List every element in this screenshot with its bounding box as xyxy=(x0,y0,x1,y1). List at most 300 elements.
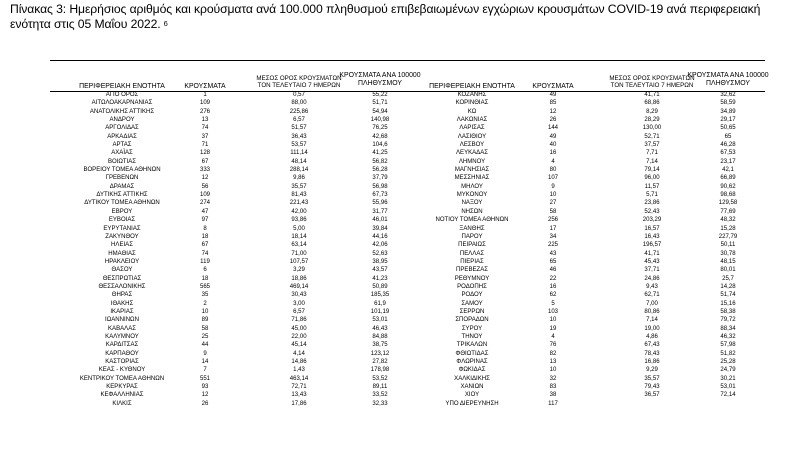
cell-per100k-left: 41,25 xyxy=(372,150,388,157)
cell-avg-left: 6,57 xyxy=(293,308,305,315)
cell-per100k-right: 77,69 xyxy=(720,208,736,215)
cell-per100k-left: 89,11 xyxy=(372,384,388,391)
cell-per100k-right: 34,89 xyxy=(720,108,736,115)
cell-avg-right: 203,29 xyxy=(642,217,662,224)
header-per100k-line2: ΠΛΗΘΥΣΜΟΥ xyxy=(705,80,751,87)
cell-per100k-right: 66,89 xyxy=(720,175,736,182)
cell-region-left: ΑΝΑΤΟΛΙΚΗΣ ΑΤΤΙΚΗΣ xyxy=(89,108,155,115)
cell-per100k-left: 67,73 xyxy=(372,192,388,199)
cell-region-left: ΙΩΑΝΝΙΝΩΝ xyxy=(105,317,139,324)
cell-region-left: ΒΟΡΕΙΟΥ ΤΟΜΕΑ ΑΘΗΝΩΝ xyxy=(83,167,161,174)
cell-region-left: ΑΙΤΩΛΟΑΚΑΡΝΑΝΙΑΣ xyxy=(91,100,153,107)
table-row xyxy=(50,141,765,149)
cell-avg-right: 41,71 xyxy=(644,92,660,98)
cell-cases-left: 35 xyxy=(201,292,209,299)
cell-avg-right: 16,86 xyxy=(644,359,660,365)
cell-cases-left: 1 xyxy=(203,92,207,98)
cell-cases-right: 58 xyxy=(549,208,557,215)
cell-region-right: ΝΗΣΩΝ xyxy=(461,208,483,215)
cell-cases-left: 9 xyxy=(203,350,207,357)
cell-cases-left: 71 xyxy=(201,142,209,149)
cell-region-left: ΚΑΒΑΛΑΣ xyxy=(108,325,136,332)
cell-region-left: ΑΡΓΟΛΙΔΑΣ xyxy=(105,125,139,132)
cell-per100k-right: 90,62 xyxy=(720,183,736,190)
cell-avg-left: 88,00 xyxy=(291,100,307,107)
cell-per100k-left: 38,95 xyxy=(372,258,388,265)
cell-per100k-right: 51,74 xyxy=(720,292,736,299)
cell-per100k-right: 46,32 xyxy=(720,333,736,340)
cell-avg-left: 42,00 xyxy=(291,208,307,215)
table-row xyxy=(50,366,765,374)
cell-avg-left: 3,29 xyxy=(293,267,305,274)
cell-avg-left: 5,00 xyxy=(293,225,305,232)
cell-avg-right: 7,14 xyxy=(646,158,658,165)
cell-avg-right: 7,71 xyxy=(646,150,658,157)
cell-region-left: ΗΜΑΘΙΑΣ xyxy=(108,250,136,257)
cell-region-left: ΚΑΡΔΙΤΣΑΣ xyxy=(105,342,139,349)
cell-avg-left: 288,14 xyxy=(289,167,309,174)
table-row xyxy=(50,383,765,391)
cell-cases-right: 34 xyxy=(549,233,557,240)
cell-avg-left: 30,43 xyxy=(291,292,307,299)
cell-cases-right: 10 xyxy=(549,192,557,199)
cell-region-right: ΛΑΣΙΘΙΟΥ xyxy=(457,133,487,140)
cell-cases-left: 14 xyxy=(201,359,209,365)
cell-region-left: ΚΑΡΠΑΘΟΥ xyxy=(105,350,139,357)
cell-cases-left: 333 xyxy=(199,167,211,174)
cell-region-right: ΧΑΝΙΩΝ xyxy=(460,384,484,391)
cell-cases-right: 16 xyxy=(549,150,557,157)
cell-per100k-right: 227,79 xyxy=(718,233,738,240)
table-body xyxy=(50,91,765,408)
cell-per100k-right: 53,01 xyxy=(720,384,736,391)
cell-cases-left: 8 xyxy=(203,225,207,232)
cell-region-right: ΦΛΩΡΙΝΑΣ xyxy=(456,359,488,365)
cell-avg-left: 1,43 xyxy=(293,367,305,374)
cell-cases-right: 27 xyxy=(549,200,557,207)
cell-region-right: ΚΟΖΑΝΗΣ xyxy=(457,92,487,98)
cell-cases-left: 109 xyxy=(199,192,211,199)
cell-cases-left: 276 xyxy=(199,108,211,115)
cell-avg-left: 53,57 xyxy=(291,142,307,149)
cell-cases-right: 49 xyxy=(549,92,557,98)
cell-region-left: ΚΕΑΣ - ΚΥΘΝΟΥ xyxy=(98,367,146,374)
cell-avg-right: 52,71 xyxy=(644,133,660,140)
cell-cases-left: 565 xyxy=(199,283,211,290)
cell-avg-left: 63,14 xyxy=(291,242,307,249)
cell-avg-right: 37,71 xyxy=(644,267,660,274)
cell-avg-right: 196,57 xyxy=(642,242,662,249)
cell-region-right: ΤΗΝΟΥ xyxy=(461,333,483,340)
cell-avg-left: 45,00 xyxy=(291,325,307,332)
cell-cases-left: 25 xyxy=(201,333,209,340)
cell-per100k-left: 42,68 xyxy=(372,133,388,140)
cell-region-left: ΚΑΛΥΜΝΟΥ xyxy=(105,333,139,340)
cell-region-right: ΛΕΥΚΑΔΑΣ xyxy=(456,150,488,157)
header-cases-right: ΚΡΟΥΣΜΑΤΑ xyxy=(532,83,574,90)
cell-region-left: ΚΕΝΤΡΙΚΟΥ ΤΟΜΕΑ ΑΘΗΝΩΝ xyxy=(79,375,165,382)
header-per100k-line2: ΠΛΗΘΥΣΜΟΥ xyxy=(357,80,403,87)
cell-per100k-left: 61,9 xyxy=(374,300,386,307)
cell-avg-right: 11,57 xyxy=(644,183,660,190)
cell-cases-right: 225 xyxy=(547,242,559,249)
header-avg-line1: ΜΕΣΟΣ ΟΡΟΣ ΚΡΟΥΣΜΑΤΩΝ xyxy=(256,75,342,82)
cell-cases-left: 56 xyxy=(201,183,209,190)
cell-cases-right: 46 xyxy=(549,267,557,274)
cell-region-left: ΑΧΑΪΑΣ xyxy=(111,150,133,157)
cell-region-right: ΜΥΚΟΝΟΥ xyxy=(456,192,488,199)
cell-region-right: ΧΙΟΥ xyxy=(464,392,480,399)
header-avg-left xyxy=(249,75,349,89)
cell-cases-left: 2 xyxy=(203,300,207,307)
cell-avg-left: 36,43 xyxy=(291,133,307,140)
cell-per100k-left: 55,96 xyxy=(372,200,388,207)
cell-region-left: ΕΒΡΟΥ xyxy=(111,208,133,215)
table-row xyxy=(50,316,765,324)
cell-cases-right: 4 xyxy=(551,158,555,165)
table-header xyxy=(50,70,769,91)
cell-per100k-left: 43,57 xyxy=(372,267,388,274)
cell-per100k-left: 56,28 xyxy=(372,167,388,174)
cell-cases-left: 67 xyxy=(201,158,209,165)
table-row xyxy=(50,133,765,141)
cell-per100k-left: 46,01 xyxy=(372,217,388,224)
cell-per100k-left: 37,79 xyxy=(372,175,388,182)
cell-cases-left: 26 xyxy=(201,400,209,407)
table-row xyxy=(50,199,765,207)
cell-per100k-right: 57,98 xyxy=(720,342,736,349)
cell-region-left: ΙΚΑΡΙΑΣ xyxy=(110,308,134,315)
cell-region-right: ΚΟΡΙΝΘΙΑΣ xyxy=(455,100,489,107)
cell-region-left: ΘΑΣΟΥ xyxy=(111,267,133,274)
cell-avg-left: 17,86 xyxy=(291,400,307,407)
header-avg-line1: ΜΕΣΟΣ ΟΡΟΣ ΚΡΟΥΣΜΑΤΩΝ xyxy=(609,75,695,82)
table-row xyxy=(50,350,765,358)
cell-cases-left: 7 xyxy=(203,367,207,374)
cell-avg-right: 9,43 xyxy=(646,283,658,290)
cell-avg-right: 19,00 xyxy=(644,325,660,332)
table-row xyxy=(50,258,765,266)
cell-cases-right: 10 xyxy=(549,317,557,324)
cell-avg-right: 9,29 xyxy=(646,367,658,374)
table-row xyxy=(50,300,765,308)
table-row xyxy=(50,158,765,166)
cell-avg-left: 221,43 xyxy=(289,200,309,207)
cell-per100k-right: 24,79 xyxy=(720,367,736,374)
header-per100k-right xyxy=(683,72,773,88)
cell-per100k-right: 58,38 xyxy=(720,308,736,315)
cell-cases-right: 38 xyxy=(549,392,557,399)
cell-cases-right: 19 xyxy=(549,325,557,332)
cell-avg-left: 111,14 xyxy=(290,150,308,157)
cell-cases-right: 144 xyxy=(547,125,559,132)
cell-per100k-left: 140,98 xyxy=(370,117,390,124)
cell-per100k-right: 15,28 xyxy=(720,225,736,232)
table-row xyxy=(50,241,765,249)
cell-avg-right: 36,57 xyxy=(644,392,660,399)
cell-region-left: ΕΥΡΥΤΑΝΙΑΣ xyxy=(103,225,141,232)
cell-cases-right: 256 xyxy=(547,217,559,224)
cell-avg-left: 469,14 xyxy=(289,283,309,290)
cell-region-right: ΡΟΔΟΠΗΣ xyxy=(457,283,487,290)
cell-region-right: ΠΑΡΟΥ xyxy=(461,233,483,240)
cell-region-right: ΜΕΣΣΗΝΙΑΣ xyxy=(454,175,490,182)
cell-region-left: ΗΛΕΙΑΣ xyxy=(111,242,133,249)
cell-avg-right: 28,29 xyxy=(644,117,660,124)
cell-region-left: ΗΡΑΚΛΕΙΟΥ xyxy=(104,258,140,265)
cell-per100k-left: 123,12 xyxy=(370,350,390,357)
cell-per100k-right: 30,21 xyxy=(720,375,736,382)
cell-per100k-right: 58,59 xyxy=(720,100,736,107)
cell-cases-right: 4 xyxy=(551,333,555,340)
cell-cases-left: 274 xyxy=(199,200,211,207)
header-region-left: ΠΕΡΙΦΕΡΕΙΑΚΗ ΕΝΟΤΗΤΑ xyxy=(79,83,165,90)
cell-per100k-right: 65 xyxy=(724,133,732,140)
cell-avg-right: 24,86 xyxy=(644,275,660,282)
cell-avg-left: 18,14 xyxy=(291,233,307,240)
cell-region-right: ΣΠΟΡΑΔΩΝ xyxy=(455,317,489,324)
cell-region-left: ΑΡΤΑΣ xyxy=(112,142,132,149)
cell-avg-left: 72,71 xyxy=(291,384,307,391)
cell-cases-left: 13 xyxy=(201,117,209,124)
table-row xyxy=(50,283,765,291)
table-row xyxy=(50,116,765,124)
cell-per100k-right: 88,34 xyxy=(720,325,736,332)
cell-avg-right: 79,43 xyxy=(644,384,660,391)
cell-region-right: ΦΩΚΙΔΑΣ xyxy=(458,367,486,374)
cell-per100k-left: 44,16 xyxy=(372,233,388,240)
table-row xyxy=(50,250,765,258)
cell-avg-right: 35,57 xyxy=(644,375,660,382)
table-row xyxy=(50,91,765,99)
table-row xyxy=(50,291,765,299)
cell-region-right: ΞΑΝΘΗΣ xyxy=(459,225,485,232)
cell-cases-right: 107 xyxy=(547,175,559,182)
cell-cases-left: 18 xyxy=(201,233,209,240)
cell-cases-right: 17 xyxy=(549,225,557,232)
cell-per100k-left: 53,01 xyxy=(372,317,388,324)
table-row xyxy=(50,266,765,274)
cell-per100k-left: 178,98 xyxy=(370,367,390,374)
cell-avg-right: 37,57 xyxy=(644,142,660,149)
cell-avg-left: 3,00 xyxy=(293,300,305,307)
cell-cases-left: 551 xyxy=(199,375,211,382)
table-row xyxy=(50,124,765,132)
cell-region-right: ΥΠΟ ΔΙΕΡΕΥΝΗΣΗ xyxy=(445,400,499,407)
cell-cases-right: 65 xyxy=(549,258,557,265)
cell-cases-left: 37 xyxy=(201,133,209,140)
cell-per100k-right: 67,53 xyxy=(720,150,736,157)
header-cases-left: ΚΡΟΥΣΜΑΤΑ xyxy=(184,83,226,90)
table-row xyxy=(50,400,765,408)
cell-region-left: ΔΡΑΜΑΣ xyxy=(109,183,135,190)
cell-cases-left: 128 xyxy=(199,150,211,157)
cell-per100k-right: 48,32 xyxy=(720,217,736,224)
table-row xyxy=(50,225,765,233)
caption-text: Πίνακας 3: Ημερήσιος αριθμός και κρούσματα ανά 100.000 πληθυσμού επιβεβαιωμένων εγχώριων κρουσμάτων COVID-19 ανά περιφερειακή ενότητα στις 05 Μαΐου 2022. xyxy=(10,2,761,31)
cell-cases-left: 12 xyxy=(201,175,209,182)
cell-cases-right: 85 xyxy=(549,100,557,107)
cell-per100k-left: 54,94 xyxy=(372,108,388,115)
cell-per100k-right: 50,65 xyxy=(720,125,736,132)
cell-per100k-left: 55,22 xyxy=(372,92,388,98)
cell-region-left: ΕΥΒΟΙΑΣ xyxy=(108,217,136,224)
cell-region-right: ΝΟΤΙΟΥ ΤΟΜΕΑ ΑΘΗΝΩΝ xyxy=(435,217,509,224)
cell-per100k-left: 41,23 xyxy=(372,275,388,282)
cell-cases-right: 12 xyxy=(549,108,557,115)
cell-cases-left: 44 xyxy=(201,342,209,349)
cell-avg-left: 18,86 xyxy=(291,275,307,282)
cell-avg-right: 7,14 xyxy=(646,317,658,324)
cell-region-right: ΠΡΕΒΕΖΑΣ xyxy=(456,267,488,274)
cell-avg-left: 22,00 xyxy=(291,333,307,340)
table-row xyxy=(50,208,765,216)
cell-region-right: ΛΑΚΩΝΙΑΣ xyxy=(456,117,488,124)
cell-region-right: ΝΑΞΟΥ xyxy=(461,200,483,207)
cell-region-right: ΠΕΙΡΑΙΩΣ xyxy=(458,242,486,249)
cell-per100k-left: 31,77 xyxy=(372,208,388,215)
cell-region-right: ΦΘΙΩΤΙΔΑΣ xyxy=(455,350,489,357)
cell-per100k-left: 38,75 xyxy=(372,342,388,349)
cell-per100k-right: 46,28 xyxy=(720,142,736,149)
table-row xyxy=(50,233,765,241)
cell-cases-right: 83 xyxy=(549,384,557,391)
table-row xyxy=(50,333,765,341)
cell-avg-right: 16,43 xyxy=(644,233,660,240)
cell-avg-right: 130,00 xyxy=(642,125,662,132)
cell-per100k-right: 72,14 xyxy=(720,392,736,399)
cell-cases-left: 119 xyxy=(200,258,210,265)
cell-cases-left: 47 xyxy=(201,208,209,215)
cell-region-left: ΒΟΙΩΤΙΑΣ xyxy=(107,158,137,165)
cell-per100k-right: 42,1 xyxy=(722,167,734,174)
cell-per100k-right: 15,16 xyxy=(720,300,736,307)
cell-avg-left: 463,14 xyxy=(289,375,309,382)
header-region-right: ΠΕΡΙΦΕΡΕΙΑΚΗ ΕΝΟΤΗΤΑ xyxy=(429,83,515,90)
header-avg-line2: ΤΟΝ ΤΕΛΕΥΤΑΙΟ 7 ΗΜΕΡΩΝ xyxy=(610,82,694,89)
cell-avg-right: 80,86 xyxy=(644,308,660,315)
cell-region-left: ΖΑΚΥΝΘΟΥ xyxy=(105,233,139,240)
cell-region-left: ΘΗΡΑΣ xyxy=(111,292,133,299)
cell-per100k-left: 101,19 xyxy=(370,308,390,315)
cell-avg-right: 23,86 xyxy=(644,200,660,207)
cell-per100k-right: 80,01 xyxy=(720,267,736,274)
cell-per100k-left: 53,52 xyxy=(372,375,388,382)
cell-per100k-right: 25,28 xyxy=(720,359,736,365)
cell-cases-right: 10 xyxy=(549,367,557,374)
cell-cases-right: 32 xyxy=(549,375,557,382)
cell-per100k-right: 25,7 xyxy=(722,275,734,282)
cell-cases-right: 117 xyxy=(548,400,558,407)
cell-cases-right: 43 xyxy=(549,250,557,257)
cell-cases-right: 49 xyxy=(549,133,557,140)
cell-per100k-left: 33,52 xyxy=(372,392,388,399)
cell-avg-right: 67,43 xyxy=(644,342,660,349)
cell-region-left: ΙΘΑΚΗΣ xyxy=(110,300,134,307)
cell-avg-right: 52,43 xyxy=(644,208,660,215)
table-row xyxy=(50,358,765,366)
table-row xyxy=(50,108,765,116)
cell-avg-left: 14,86 xyxy=(291,359,307,365)
cell-cases-right: 82 xyxy=(549,350,557,357)
cell-avg-right: 5,71 xyxy=(646,192,658,199)
cell-cases-right: 103 xyxy=(547,308,559,315)
cell-per100k-left: 185,35 xyxy=(370,292,390,299)
cell-region-right: ΛΕΣΒΟΥ xyxy=(459,142,485,149)
table-row xyxy=(50,275,765,283)
cell-avg-right: 96,00 xyxy=(644,175,660,182)
cell-region-left: ΚΕΦΑΛΛΗΝΙΑΣ xyxy=(100,392,144,399)
cell-region-left: ΑΓΙΟ ΟΡΟΣ xyxy=(105,92,139,98)
table-caption xyxy=(10,2,800,32)
cell-region-right: ΣΑΜΟΥ xyxy=(461,300,483,307)
cell-region-left: ΔΥΤΙΚΟΥ ΤΟΜΕΑ ΑΘΗΝΩΝ xyxy=(84,200,160,207)
cell-region-right: ΠΙΕΡΙΑΣ xyxy=(460,258,484,265)
cell-avg-left: 71,86 xyxy=(291,317,307,324)
table-row xyxy=(50,166,765,174)
cell-per100k-left: 32,33 xyxy=(372,400,388,407)
cell-region-left: ΘΕΣΠΡΩΤΙΑΣ xyxy=(102,275,142,282)
cell-per100k-right: 32,62 xyxy=(720,92,736,98)
cell-cases-left: 109 xyxy=(199,100,211,107)
cell-cases-right: 80 xyxy=(549,167,557,174)
cell-avg-right: 68,86 xyxy=(644,100,660,107)
cell-avg-left: 225,86 xyxy=(289,108,309,115)
caption-footnote: 6 xyxy=(163,19,168,28)
table-top-rule xyxy=(50,60,765,61)
cell-region-left: ΓΡΕΒΕΝΩΝ xyxy=(105,175,139,182)
cell-avg-right: 4,86 xyxy=(646,333,658,340)
cell-region-right: ΛΑΡΙΣΑΣ xyxy=(459,125,485,132)
cell-cases-left: 74 xyxy=(201,250,209,257)
cell-region-right: ΜΗΛΟΥ xyxy=(461,183,483,190)
cell-avg-left: 81,43 xyxy=(291,192,307,199)
header-avg-line2: ΤΟΝ ΤΕΛΕΥΤΑΙΟ 7 ΗΜΕΡΩΝ xyxy=(257,82,341,89)
cell-per100k-left: 27,82 xyxy=(372,359,388,365)
cell-region-right: ΠΕΛΛΑΣ xyxy=(459,250,485,257)
cell-per100k-left: 39,84 xyxy=(372,225,388,232)
cell-avg-left: 51,57 xyxy=(291,125,307,132)
cell-avg-right: 41,71 xyxy=(644,250,660,257)
table-row xyxy=(50,99,765,107)
cell-per100k-right: 51,82 xyxy=(720,350,736,357)
cell-per100k-right: 50,11 xyxy=(720,242,736,249)
cell-region-right: ΡΕΘΥΜΝΟΥ xyxy=(454,275,490,282)
table-row xyxy=(50,325,765,333)
table-row xyxy=(50,391,765,399)
cell-per100k-right: 29,17 xyxy=(720,117,736,124)
cell-region-right: ΛΗΜΝΟΥ xyxy=(458,158,486,165)
cell-per100k-left: 52,63 xyxy=(372,250,388,257)
cell-region-right: ΚΩ xyxy=(467,108,477,115)
table-row xyxy=(50,174,765,182)
cell-per100k-left: 76,25 xyxy=(372,125,388,132)
header-per100k-line1: ΚΡΟΥΣΜΑΤΑ ΑΝΑ 100000 xyxy=(339,72,421,79)
cell-cases-left: 67 xyxy=(201,242,209,249)
cell-avg-left: 4,14 xyxy=(293,350,305,357)
cell-avg-right: 62,71 xyxy=(644,292,660,299)
table-row xyxy=(50,183,765,191)
cell-per100k-left: 50,89 xyxy=(372,283,388,290)
cell-region-right: ΣΥΡΟΥ xyxy=(461,325,483,332)
cell-avg-right: 78,43 xyxy=(644,350,660,357)
cell-cases-left: 74 xyxy=(201,125,209,132)
cell-per100k-left: 104,6 xyxy=(372,142,388,149)
cell-avg-left: 71,00 xyxy=(291,250,307,257)
cell-cases-right: 76 xyxy=(549,342,557,349)
cell-region-left: ΚΑΣΤΟΡΙΑΣ xyxy=(105,359,139,365)
cell-avg-left: 35,57 xyxy=(291,183,307,190)
